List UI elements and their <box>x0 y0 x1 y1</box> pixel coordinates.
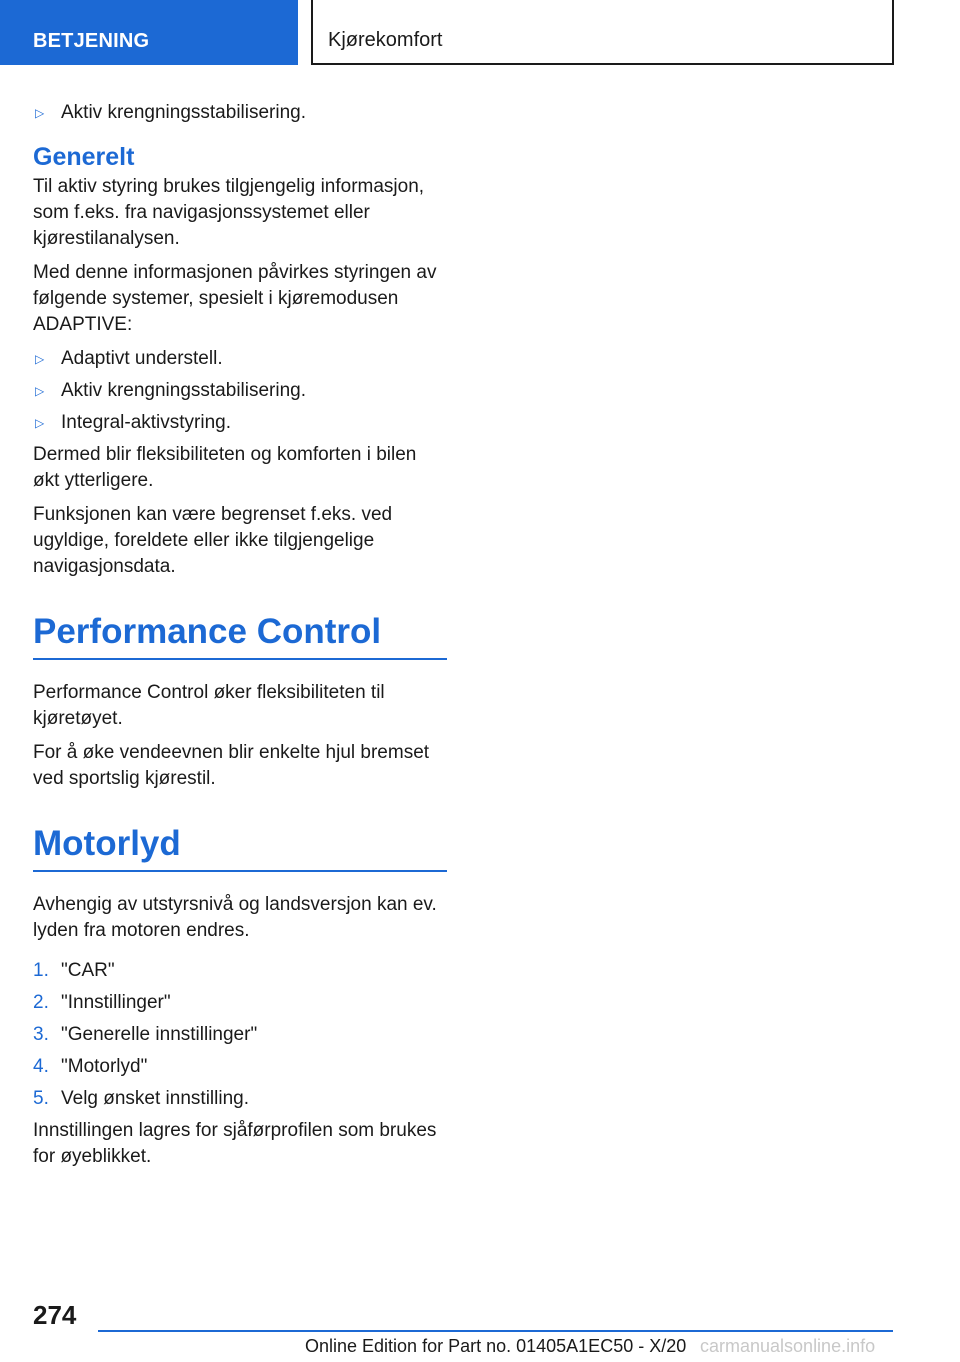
header-section-tab: BETJENING <box>0 0 298 65</box>
triangle-right-icon: ▷ <box>35 106 45 120</box>
list-item-text: Adaptivt understell. <box>61 348 223 369</box>
step-number: 1. <box>33 960 49 981</box>
list-item <box>33 346 447 372</box>
page-number: 274 <box>33 1300 77 1330</box>
paragraph: Med denne informasjonen påvirkes styringen av følgende systemer, spesielt i kjøremodusen ADAPTIVE: <box>33 262 437 335</box>
step-text: "Innstillinger" <box>61 992 171 1013</box>
content-column <box>33 100 447 1178</box>
numbered-step <box>33 1086 447 1112</box>
paragraph: Innstillingen lagres for sjåførprofilen som brukes for øyeblikket. <box>33 1120 437 1167</box>
step-number: 4. <box>33 1056 49 1077</box>
step-text: "Generelle innstillinger" <box>61 1024 258 1045</box>
footer-edition-note: Online Edition for Part no. 01405A1EC50 - X/20 <box>305 1336 687 1356</box>
step-number: 2. <box>33 992 49 1013</box>
watermark: carmanualsonline.info <box>700 1336 876 1356</box>
list-item <box>33 100 447 126</box>
step-number: 5. <box>33 1088 49 1109</box>
footer-divider <box>98 1330 893 1332</box>
numbered-step <box>33 1022 447 1048</box>
paragraph: Funksjonen kan være begrenset f.eks. ved ugyldige, foreldete eller ikke tilgjengelige navigasjonsdata. <box>33 504 393 577</box>
section-heading-performance-control: Performance Control <box>33 612 447 660</box>
list-item-text: Aktiv krengningsstabilisering. <box>61 102 307 123</box>
list-item <box>33 378 447 404</box>
numbered-step <box>33 1054 447 1080</box>
step-text: Velg ønsket innstilling. <box>61 1088 249 1109</box>
step-text: "Motorlyd" <box>61 1056 148 1077</box>
triangle-right-icon: ▷ <box>35 416 45 430</box>
paragraph: Avhengig av utstyrsnivå og landsversjon kan ev. lyden fra motoren endres. <box>33 894 437 941</box>
numbered-step <box>33 958 447 984</box>
step-number: 3. <box>33 1024 49 1045</box>
paragraph: For å øke vendeevnen blir enkelte hjul bremset ved sportslig kjørestil. <box>33 742 430 789</box>
list-item-text: Aktiv krengningsstabilisering. <box>61 380 307 401</box>
list-item <box>33 410 447 436</box>
section-heading-motorlyd: Motorlyd <box>33 824 447 872</box>
section-heading-generelt: Generelt <box>33 143 135 171</box>
paragraph: Dermed blir fleksibiliteten og komforten i bilen økt ytterligere. <box>33 444 417 491</box>
numbered-step <box>33 990 447 1016</box>
paragraph: Til aktiv styring brukes tilgjengelig informasjon, som f.eks. fra navigasjonssystemet eller kjørestilanalysen. <box>33 176 425 249</box>
header-chapter-title: Kjørekomfort <box>311 0 894 65</box>
step-text: "CAR" <box>61 960 115 981</box>
paragraph: Performance Control øker fleksibiliteten til kjøretøyet. <box>33 682 385 729</box>
triangle-right-icon: ▷ <box>35 352 45 366</box>
list-item-text: Integral-aktivstyring. <box>61 412 232 433</box>
triangle-right-icon: ▷ <box>35 384 45 398</box>
